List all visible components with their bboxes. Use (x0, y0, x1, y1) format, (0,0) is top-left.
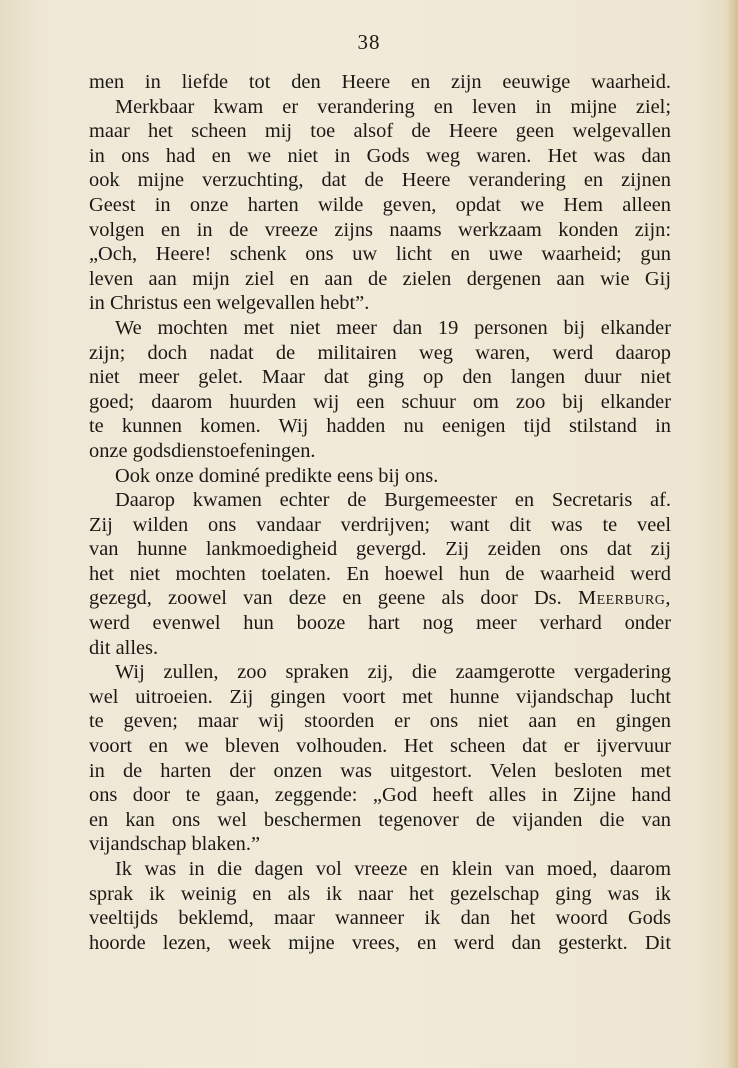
text-line: hoorde lezen, week mijne vrees, en werd dan gesterkt. Dit (89, 931, 671, 954)
text-line: Merkbaar kwam er verandering en leven in mijne ziel; (115, 95, 671, 118)
text-line: volgen en in de vreeze zijns naams werkzaam konden zijn: (89, 218, 671, 241)
text-line: sprak ik weinig en als ik naar het gezelschap ging was ik (89, 882, 671, 905)
text-line: Daarop kwamen echter de Burgemeester en Secretaris af. (115, 489, 671, 512)
text-line: van hunne lankmoedigheid gevergd. Zij zeiden ons dat zij (89, 538, 671, 561)
text-line: Wij zullen, zoo spraken zij, die zaamgerotte vergadering (115, 661, 671, 684)
text-line: vijandschap blaken.” (89, 833, 260, 856)
text-line: in ons had en we niet in Gods weg waren. Het was dan (89, 144, 671, 167)
text-line: te geven; maar wij stoorden er ons niet aan en gingen (89, 710, 671, 733)
text-line: in de harten der onzen was uitgestort. Velen besloten met (89, 759, 671, 782)
text-line: werd evenwel hun booze hart nog meer verhard onder (89, 612, 671, 635)
text-line: Geest in onze harten wilde geven, opdat we Hem alleen (89, 193, 671, 216)
text-line: in Christus een welgevallen hebt”. (89, 292, 370, 315)
text-line: „Och, Heere! schenk ons uw licht en uwe waarheid; gun (89, 243, 671, 266)
text-line: wel uitroeien. Zij gingen voort met hunne vijandschap lucht (89, 685, 671, 708)
text-line: onze godsdienstoefeningen. (89, 439, 316, 462)
text-line: Ik was in die dagen vol vreeze en klein van moed, daarom (115, 858, 671, 880)
text-line: We mochten met niet meer dan 19 personen bij elkander (115, 316, 671, 339)
text-line: maar het scheen mij toe alsof de Heere geen welgevallen (89, 120, 671, 143)
text-line: Ook onze dominé predikte eens bij ons. (115, 464, 439, 487)
body-text (89, 70, 671, 955)
text-line: men in liefde tot den Heere en zijn eeuwige waarheid. (89, 71, 671, 93)
person-name-smallcaps: Meerburg, (577, 587, 672, 610)
page-number: 38 (357, 30, 381, 54)
text-line: te kunnen komen. Wij hadden nu eenigen tijd stilstand in (89, 415, 671, 438)
text-line: en kan ons wel beschermen tegenover de vijanden die van (89, 808, 671, 831)
page-edge-shadow (726, 0, 738, 1068)
text-line: veeltijds beklemd, maar wanneer ik dan het woord Gods (89, 907, 671, 930)
text-line: voort en we bleven volhouden. Het scheen dat er ijvervuur (89, 735, 671, 758)
text-line: niet meer gelet. Maar dat ging op den langen duur niet (89, 366, 671, 389)
text-line: goed; daarom huurden wij een schuur om zoo bij elkander (89, 390, 671, 413)
text-line: het niet mochten toelaten. En hoewel hun de waarheid werd (89, 562, 671, 585)
text-line: zijn; doch nadat de militairen weg waren, werd daarop (89, 341, 671, 364)
text-line-with-name (89, 586, 671, 611)
text-segment: gezegd, zoowel van deze en geene als door Ds. (89, 587, 562, 610)
text-line: Zij wilden ons vandaar verdrijven; want dit was te veel (89, 513, 671, 536)
text-line: ons door te gaan, zeggende: „God heeft alles in Zijne hand (89, 784, 671, 807)
text-line: leven aan mijn ziel en aan de zielen dergenen aan wie Gij (89, 267, 671, 290)
text-line: dit alles. (89, 636, 159, 659)
text-line: ook mijne verzuchting, dat de Heere verandering en zijnen (89, 169, 671, 192)
